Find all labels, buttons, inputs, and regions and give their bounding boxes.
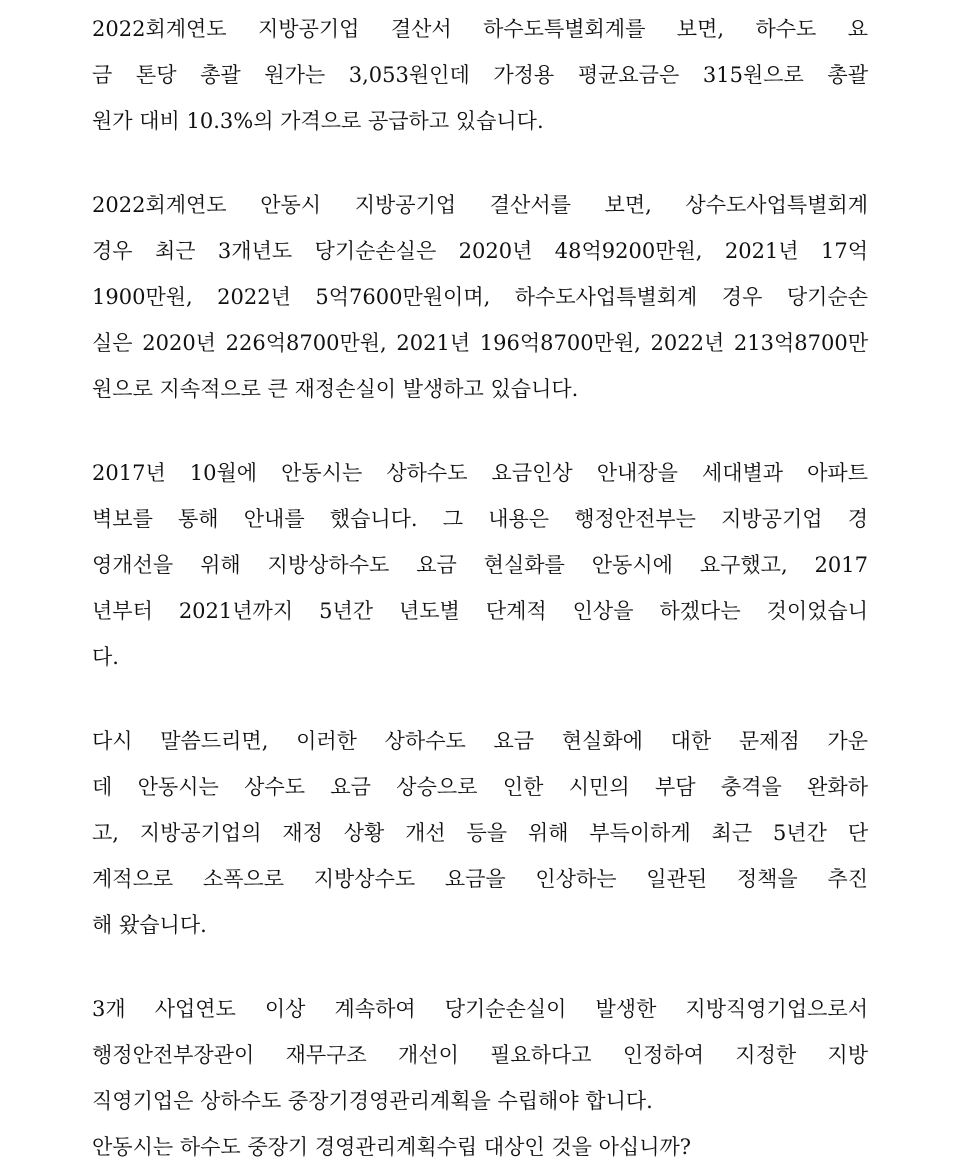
text-line: 해 왔습니다. <box>92 913 207 937</box>
paragraph-sewer-cost <box>92 6 868 144</box>
text-line: 2022회계연도 지방공기업 결산서 하수도특별회계를 보면, 하수도 요 <box>92 17 868 41</box>
text-line: 직영기업은 상하수도 중장기경영관리계획을 수립해야 합니다. <box>92 1089 653 1113</box>
text-line: 실은 2020년 226억8700만원, 2021년 196억8700만원, 2022년 213억8700만 <box>92 331 868 355</box>
text-line: 3개 사업연도 이상 계속하여 당기순손실이 발생한 지방직영기업으로서 <box>92 997 868 1021</box>
text-line: 원으로 지속적으로 큰 재정손실이 발생하고 있습니다. <box>92 377 579 401</box>
text-line: 금 톤당 총괄 원가는 3,053원인데 가정용 평균요금은 315원으로 총괄 <box>92 63 868 87</box>
text-line: 경우 최근 3개년도 당기순손실은 2020년 48억9200만원, 2021년 17억 <box>92 239 868 263</box>
question-line: 안동시는 하수도 중장기 경영관리계획수립 대상인 것을 아십니까? <box>92 1135 692 1159</box>
paragraph-net-loss <box>92 182 868 412</box>
text-line: 1900만원, 2022년 5억7600만원이며, 하수도사업특별회계 경우 당기순손 <box>92 285 868 309</box>
paragraph-2017-notice <box>92 450 868 680</box>
paragraph-policy <box>92 718 868 948</box>
text-line: 다시 말씀드리면, 이러한 상하수도 요금 현실화에 대한 문제점 가운 <box>92 729 868 753</box>
text-line: 원가 대비 10.3%의 가격으로 공급하고 있습니다. <box>92 109 544 133</box>
paragraph-requirement <box>92 986 868 1124</box>
text-line: 년부터 2021년까지 5년간 년도별 단계적 인상을 하겠다는 것이었습니 <box>92 599 868 623</box>
text-line: 2017년 10월에 안동시는 상하수도 요금인상 안내장을 세대별과 아파트 <box>92 461 868 485</box>
text-line: 2022회계연도 안동시 지방공기업 결산서를 보면, 상수도사업특별회계 <box>92 193 868 217</box>
text-line: 행정안전부장관이 재무구조 개선이 필요하다고 인정하여 지정한 지방 <box>92 1043 868 1067</box>
text-line: 계적으로 소폭으로 지방상수도 요금을 인상하는 일관된 정책을 추진 <box>92 867 868 891</box>
text-line: 다. <box>92 645 119 669</box>
text-line: 영개선을 위해 지방상하수도 요금 현실화를 안동시에 요구했고, 2017 <box>92 553 868 577</box>
text-line: 고, 지방공기업의 재정 상황 개선 등을 위해 부득이하게 최근 5년간 단 <box>92 821 868 845</box>
text-line: 데 안동시는 상수도 요금 상승으로 인한 시민의 부담 충격을 완화하 <box>92 775 868 799</box>
text-line: 벽보를 통해 안내를 했습니다. 그 내용은 행정안전부는 지방공기업 경 <box>92 507 868 531</box>
paragraph-question <box>92 1124 868 1170</box>
document-body <box>92 6 868 1170</box>
